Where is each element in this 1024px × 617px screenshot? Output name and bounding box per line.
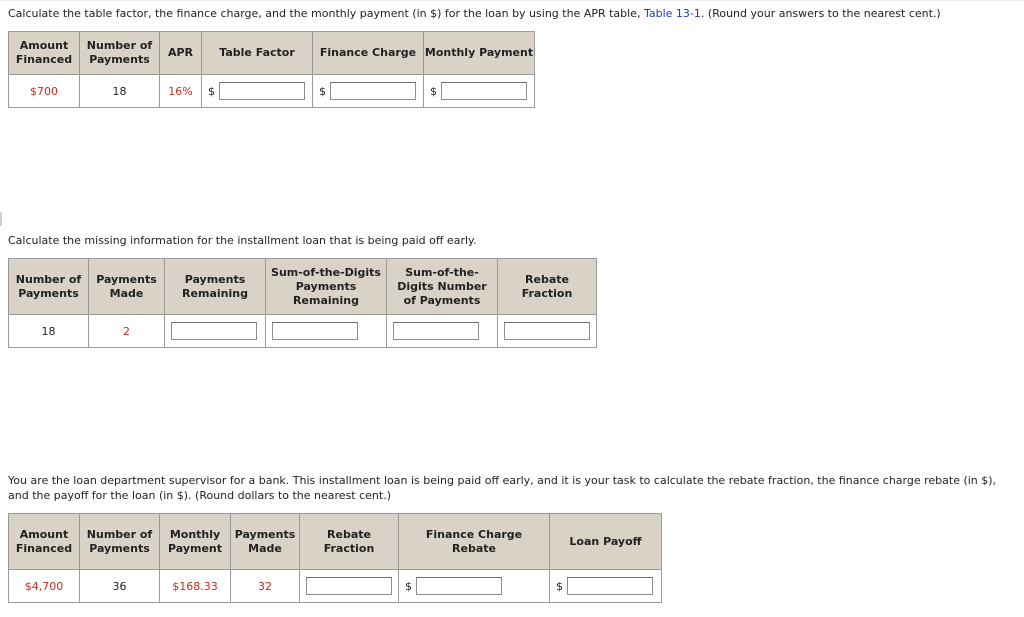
rebate-fraction-input[interactable] <box>504 322 590 340</box>
q2-data-row <box>9 315 597 348</box>
top-divider <box>0 0 1024 1</box>
header-monthly-payment: Monthly Payment <box>160 514 231 570</box>
q1-header-row <box>9 32 535 75</box>
q2-header-row <box>9 259 597 315</box>
monthly-payment-input[interactable] <box>441 82 527 100</box>
header-number-of-payments: Number of Payments <box>80 514 160 570</box>
q3-data-row <box>9 570 662 603</box>
header-payments-remaining: Payments Remaining <box>165 259 266 315</box>
q2-prompt: Calculate the missing information for the installment loan that is being paid off early. <box>8 234 477 247</box>
q3-prompt: You are the loan department supervisor for a bank. This installment loan is being paid off early, and it is your task to calculate the rebate fraction, the finance charge rebate (in $), and the payoff for the loan (in $). (Round dollars to the nearest cent.) <box>8 474 997 502</box>
monthly-payment-value: $168.33 <box>160 570 231 603</box>
finance-charge-input[interactable] <box>330 82 416 100</box>
sum-digits-remaining-cell <box>266 315 387 348</box>
sum-digits-number-input[interactable] <box>393 322 479 340</box>
header-number-of-payments: Number of Payments <box>80 32 160 75</box>
loan-payoff-cell <box>550 570 662 603</box>
q1-prompt <box>8 6 941 21</box>
number-of-payments-value: 36 <box>80 570 160 603</box>
header-amount-financed: Amount Financed <box>9 32 80 75</box>
number-of-payments-value: 18 <box>80 75 160 108</box>
header-sum-digits-number: Sum-of-the-Digits Number of Payments <box>387 259 498 315</box>
q3-table <box>8 513 662 603</box>
header-apr: APR <box>160 32 202 75</box>
payments-made-value: 2 <box>89 315 165 348</box>
header-sum-digits-remaining: Sum-of-the-Digits Payments Remaining <box>266 259 387 315</box>
header-payments-made: Payments Made <box>231 514 300 570</box>
header-rebate-fraction: Rebate Fraction <box>498 259 597 315</box>
dollar-sign: $ <box>430 84 437 98</box>
table-factor-cell <box>202 75 313 108</box>
header-amount-financed: Amount Financed <box>9 514 80 570</box>
q1-data-row <box>9 75 535 108</box>
number-of-payments-value: 18 <box>9 315 89 348</box>
apr-value: 16% <box>160 75 202 108</box>
left-edge-marker <box>0 212 2 226</box>
table-factor-input[interactable] <box>219 82 305 100</box>
rebate-fraction-input[interactable] <box>306 577 392 595</box>
header-payments-made: Payments Made <box>89 259 165 315</box>
sum-digits-number-cell <box>387 315 498 348</box>
payments-remaining-input[interactable] <box>171 322 257 340</box>
sum-digits-remaining-input[interactable] <box>272 322 358 340</box>
header-monthly-payment: Monthly Payment <box>424 32 535 75</box>
monthly-payment-cell <box>424 75 535 108</box>
amount-financed-value: $700 <box>9 75 80 108</box>
rebate-fraction-cell <box>498 315 597 348</box>
amount-financed-value: $4,700 <box>9 570 80 603</box>
header-finance-charge: Finance Charge <box>313 32 424 75</box>
q1-prompt-tail: . (Round your answers to the nearest cent.) <box>700 7 941 20</box>
header-table-factor: Table Factor <box>202 32 313 75</box>
table-13-1-link[interactable]: Table 13-1 <box>643 7 701 20</box>
q3-header-row <box>9 514 662 570</box>
dollar-sign: $ <box>405 579 412 593</box>
finance-charge-rebate-cell <box>399 570 550 603</box>
finance-charge-cell <box>313 75 424 108</box>
q2-table <box>8 258 597 348</box>
payments-remaining-cell <box>165 315 266 348</box>
header-rebate-fraction: Rebate Fraction <box>300 514 399 570</box>
header-loan-payoff: Loan Payoff <box>550 514 662 570</box>
q1-prompt-text: Calculate the table factor, the finance charge, and the monthly payment (in $) for the loan by using the APR table, <box>8 7 644 20</box>
dollar-sign: $ <box>319 84 326 98</box>
header-finance-charge-rebate: Finance Charge Rebate <box>399 514 550 570</box>
dollar-sign: $ <box>208 84 215 98</box>
header-number-of-payments: Number of Payments <box>9 259 89 315</box>
loan-payoff-input[interactable] <box>567 577 653 595</box>
dollar-sign: $ <box>556 579 563 593</box>
rebate-fraction-cell <box>300 570 399 603</box>
finance-charge-rebate-input[interactable] <box>416 577 502 595</box>
q1-table <box>8 31 535 108</box>
payments-made-value: 32 <box>231 570 300 603</box>
